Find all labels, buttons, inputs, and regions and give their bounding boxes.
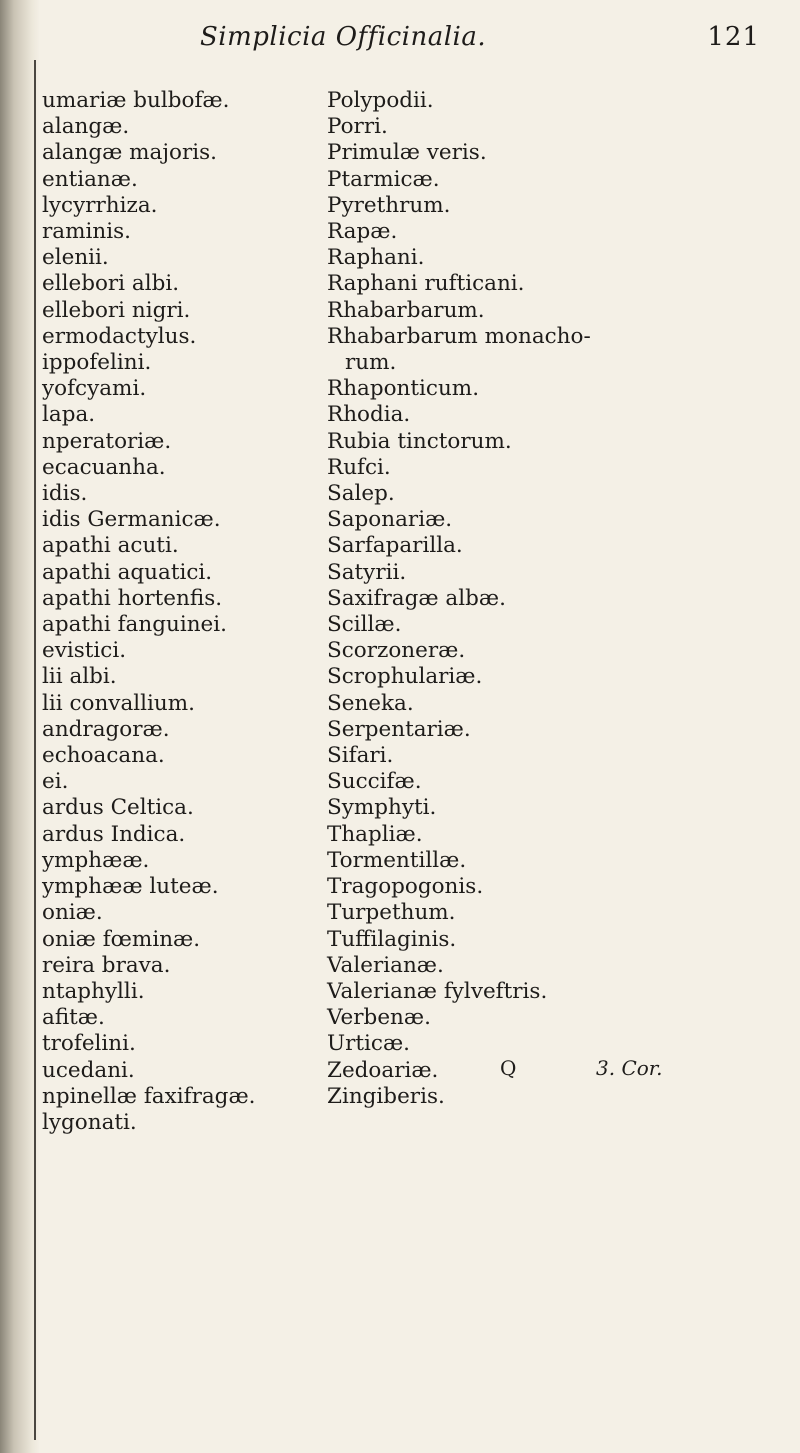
list-item: apathi aquatici. [42, 559, 213, 585]
list-item: npinellæ faxifragæ. [42, 1083, 256, 1109]
list-item: apathi hortenfis. [42, 585, 223, 611]
list-item: apathi fanguinei. [42, 612, 227, 638]
list-item: Turpethum. [327, 900, 456, 926]
list-item: ecacuanha. [42, 454, 166, 480]
list-item: Polypodii. [327, 88, 434, 113]
list-item: nperatoriæ. [42, 428, 172, 454]
list-item: Serpentariæ. [327, 716, 471, 742]
list-item: Tragopogonis. [327, 874, 484, 900]
list-item: afitæ. [42, 1005, 105, 1031]
list-item: Scorzoneræ. [327, 638, 466, 664]
list-item: Rhabarbarum monacho- [327, 323, 591, 349]
list-item: Zingiberis. [327, 1083, 445, 1109]
list-item: ei. [42, 769, 69, 795]
list-item: Saponariæ. [327, 507, 453, 533]
list-item: Seneka. [327, 690, 414, 716]
page-number: 121 [707, 22, 760, 52]
list-item: Rufci. [327, 454, 391, 480]
right-column [327, 88, 767, 1110]
list-item: trofelini. [42, 1031, 136, 1057]
left-column [42, 88, 312, 1136]
list-item: ippofelini. [42, 350, 152, 376]
list-item: reira brava. [42, 952, 171, 978]
list-item: lycyrrhiza. [42, 192, 158, 218]
list-item: Pyrethrum. [327, 192, 451, 218]
list-item: ardus Celtica. [42, 795, 194, 821]
list-item: raminis. [42, 219, 131, 245]
list-item: alangæ. [42, 114, 130, 140]
list-item: Tuffilaginis. [327, 926, 457, 952]
list-item: Succifæ. [327, 769, 422, 795]
list-item: elenii. [42, 245, 109, 271]
list-item: Scillæ. [327, 612, 402, 638]
list-item: oniæ. [42, 900, 103, 926]
list-item: Rhaponticum. [327, 376, 480, 402]
list-item: ardus Indica. [42, 821, 186, 847]
list-item: Scrophulariæ. [327, 664, 483, 690]
running-header [200, 22, 760, 62]
binding-edge [34, 60, 36, 1440]
list-item: entianæ. [42, 166, 138, 192]
list-item: echoacana. [42, 743, 165, 769]
list-item: ymphææ luteæ. [42, 874, 219, 900]
list-item: ymphææ. [42, 847, 150, 873]
list-item: andragoræ. [42, 716, 170, 742]
list-item: Rapæ. [327, 219, 398, 245]
list-item: Rhabarbarum. [327, 297, 485, 323]
list-item: evistici. [42, 638, 127, 664]
list-item: lapa. [42, 402, 96, 428]
list-item: Raphani rufticani. [327, 271, 525, 297]
list-item: Ptarmicæ. [327, 166, 440, 192]
list-item: ermodactylus. [42, 323, 197, 349]
list-item: Primulæ veris. [327, 140, 487, 166]
list-item: alangæ majoris. [42, 140, 218, 166]
list-item: Sarfaparilla. [327, 533, 463, 559]
list-item: Rhodia. [327, 402, 411, 428]
list-item: lygonati. [42, 1109, 137, 1135]
list-item: idis Germanicæ. [42, 507, 221, 533]
list-item: Valerianæ fylveftris. [327, 978, 548, 1004]
list-item: Tormentillæ. [327, 847, 467, 873]
list-item: Sifari. [327, 743, 394, 769]
list-item: ellebori nigri. [42, 297, 191, 323]
list-item: ucedani. [42, 1057, 135, 1083]
signature-mark: Q [500, 1056, 517, 1080]
list-item: lii convallium. [42, 690, 195, 716]
list-item: ellebori albi. [42, 271, 180, 297]
page-footer [500, 1056, 760, 1086]
list-item: Saxifragæ albæ. [327, 585, 506, 611]
list-item: Valerianæ. [327, 952, 444, 978]
list-item: lii albi. [42, 664, 117, 690]
list-item: Verbenæ. [327, 1005, 431, 1031]
list-item: Symphyti. [327, 795, 437, 821]
catchword: 3. Cor. [596, 1056, 663, 1080]
list-item: yofcyami. [42, 376, 147, 402]
page-title: Simplicia Officinalia. [200, 22, 487, 52]
list-item: Satyrii. [327, 559, 407, 585]
list-item: Zedoariæ. [327, 1057, 439, 1083]
list-item: rum. [345, 350, 397, 376]
list-item: Porri. [327, 114, 388, 140]
list-item: umariæ bulbofæ. [42, 88, 230, 113]
list-item: ntaphylli. [42, 978, 145, 1004]
list-item: Rubia tinctorum. [327, 428, 512, 454]
list-item: Raphani. [327, 245, 425, 271]
list-item: idis. [42, 481, 88, 507]
list-item: Urticæ. [327, 1031, 410, 1057]
list-item: Salep. [327, 481, 395, 507]
list-item: Thapliæ. [327, 821, 423, 847]
list-item: apathi acuti. [42, 533, 179, 559]
list-item: oniæ fœminæ. [42, 926, 201, 952]
